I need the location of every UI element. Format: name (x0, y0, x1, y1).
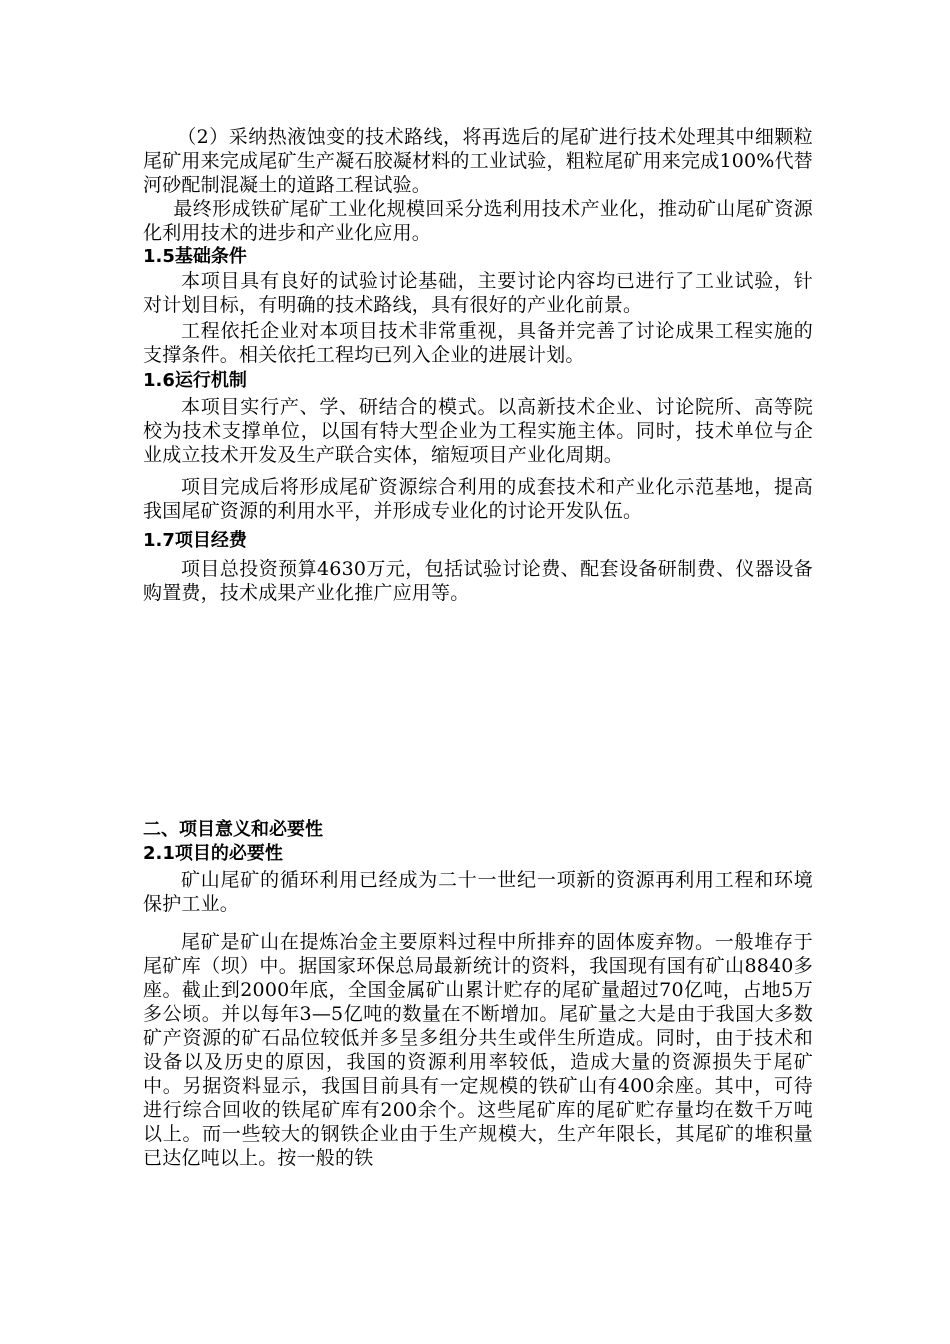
paragraph-funding: 项目总投资预算4630万元，包括试验讨论费、配套设备研制费、仪器设备购置费，技术成果产业化推广应用等。 (143, 558, 813, 604)
heading-section-2: 二、项目意义和必要性 (143, 819, 323, 840)
paragraph-final-goal: 最终形成铁矿尾矿工业化规模回采分选利用技术产业化，推动矿山尾矿资源化利用技术的进步和产业化应用。 (143, 198, 813, 244)
heading-1-6: 1.6运行机制 (143, 370, 247, 391)
heading-1-7: 1.7项目经费 (143, 530, 247, 551)
section-1-continued (143, 125, 813, 605)
paragraph-basic-conditions-b: 工程依托企业对本项目技术非常重视，具备并完善了讨论成果工程实施的支撑条件。相关依托工程均已列入企业的进展计划。 (143, 320, 813, 366)
heading-2-1: 2.1项目的必要性 (143, 843, 283, 864)
paragraph-technical-route: （2）采纳热液蚀变的技术路线，将再选后的尾矿进行技术处理其中细颗粒尾矿用来完成尾矿生产凝石胶凝材料的工业试验，粗粒尾矿用来完成100%代替河砂配制混凝土的道路工程试验。 (143, 126, 813, 196)
paragraph-basic-conditions-a: 本项目具有良好的试验讨论基础，主要讨论内容均已进行了工业试验，针对计划目标，有明确的技术路线，具有很好的产业化前景。 (143, 270, 813, 316)
section-2 (143, 818, 813, 1170)
paragraph-mechanism-b: 项目完成后将形成尾矿资源综合利用的成套技术和产业化示范基地，提高我国尾矿资源的利用水平，并形成专业化的讨论开发队伍。 (143, 476, 813, 522)
paragraph-necessity-b: 尾矿是矿山在提炼冶金主要原料过程中所排弃的固体废弃物。一般堆存于尾矿库（坝）中。据国家环保总局最新统计的资料，我国现有国有矿山8840多座。截止到2000年底，全国金属矿山累计贮存的尾矿量超过70亿吨，占地5万多公顷。并以每年3—5亿吨的数量在不断增加。尾矿量之大是由于我国大多数矿产资源的矿石品位较低并多呈多组分共生或伴生所造成。同时，由于技术和设备以及历史的原因，我国的资源利用率较低，造成大量的资源损失于尾矿中。另据资料显示，我国目前具有一定规模的铁矿山有400余座。其中，可待进行综合回收的铁尾矿库有200余个。这些尾矿库的尾矿贮存量均在数千万吨以上。而一些较大的钢铁企业由于生产规模大，生产年限长，其尾矿的堆积量已达亿吨以上。按一般的铁 (143, 931, 813, 1169)
heading-1-5: 1.5基础条件 (143, 246, 247, 267)
paragraph-mechanism-a: 本项目实行产、学、研结合的模式。以高新技术企业、讨论院所、高等院校为技术支撑单位，以国有特大型企业为工程实施主体。同时，技术单位与企业成立技术开发及生产联合实体，缩短项目产业化周期。 (143, 396, 813, 466)
paragraph-necessity-a: 矿山尾矿的循环利用已经成为二十一世纪一项新的资源再利用工程和环境保护工业。 (143, 869, 813, 915)
